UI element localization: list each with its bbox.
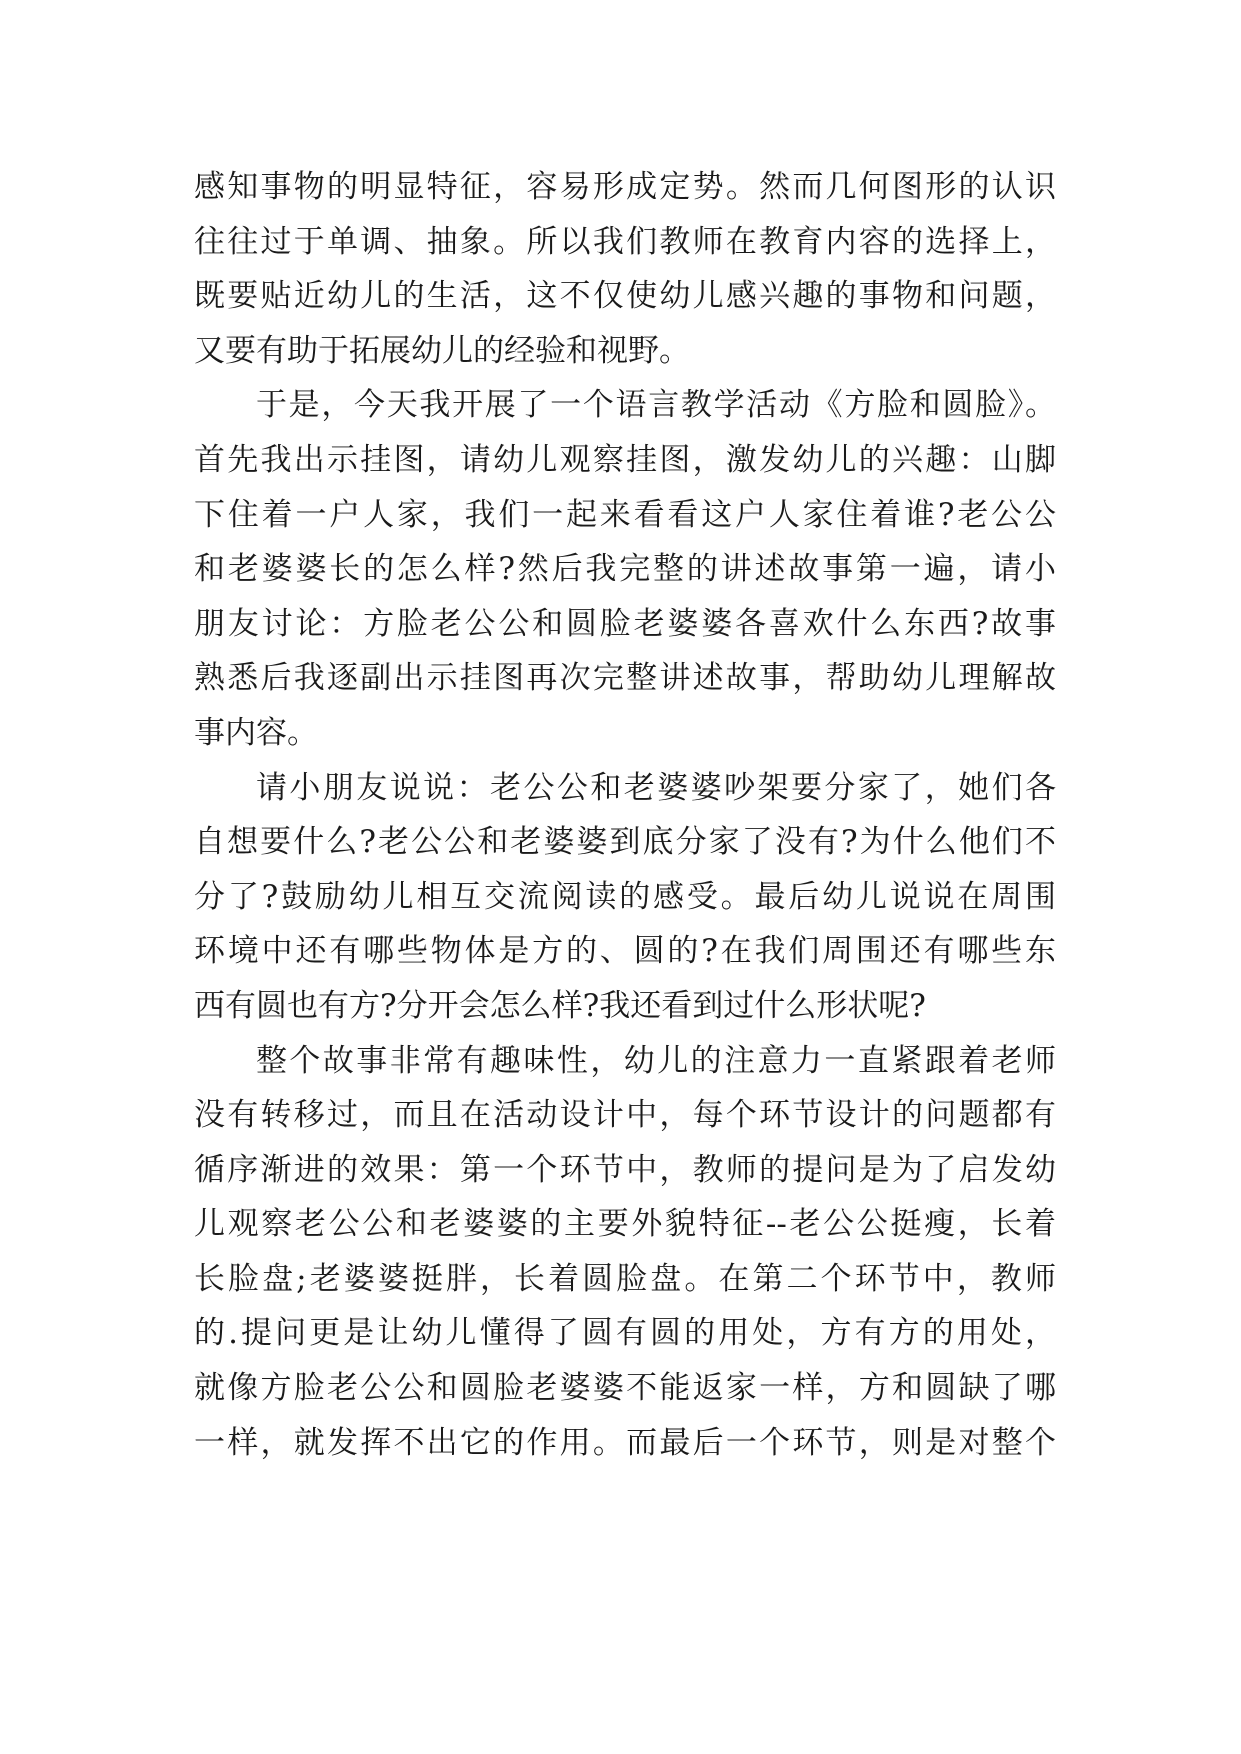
text-line: 一样，就发挥不出它的作用。而最后一个环节，则是对整个 <box>194 1424 1056 1461</box>
paragraph-2 <box>194 378 1056 760</box>
paragraph-1 <box>194 160 1056 378</box>
text-line: 就像方脸老公公和圆脸老婆婆不能返家一样，方和圆缺了哪 <box>194 1370 1056 1407</box>
text-line: 下住着一户人家，我们一起来看看这户人家住着谁?老公公 <box>194 496 1056 533</box>
text-line: 环境中还有哪些物体是方的、圆的?在我们周围还有哪些东 <box>194 933 1056 970</box>
text-line: 于是，今天我开展了一个语言教学活动《方脸和圆脸》。 <box>256 387 1056 424</box>
text-line: 请小朋友说说：老公公和老婆婆吵架要分家了，她们各 <box>256 769 1056 806</box>
text-line: 既要贴近幼儿的生活，这不仅使幼儿感兴趣的事物和问题， <box>194 278 1056 315</box>
text-line: 熟悉后我逐副出示挂图再次完整讲述故事，帮助幼儿理解故 <box>194 660 1056 697</box>
text-line: 西有圆也有方?分开会怎么样?我还看到过什么形状呢? <box>194 987 926 1024</box>
paragraph-4 <box>194 1034 1056 1471</box>
text-line: 的.提问更是让幼儿懂得了圆有圆的用处，方有方的用处， <box>194 1315 1056 1352</box>
text-line: 事内容。 <box>194 714 318 751</box>
text-line: 往往过于单调、抽象。所以我们教师在教育内容的选择上， <box>194 223 1056 260</box>
text-line: 循序渐进的效果：第一个环节中，教师的提问是为了启发幼 <box>194 1151 1056 1188</box>
paragraph-3 <box>194 761 1056 1034</box>
text-line: 首先我出示挂图，请幼儿观察挂图，激发幼儿的兴趣：山脚 <box>194 441 1056 478</box>
text-line: 朋友讨论：方脸老公公和圆脸老婆婆各喜欢什么东西?故事 <box>194 605 1056 642</box>
text-line: 没有转移过，而且在活动设计中，每个环节设计的问题都有 <box>194 1097 1056 1134</box>
text-line: 长脸盘;老婆婆挺胖，长着圆脸盘。在第二个环节中，教师 <box>194 1260 1056 1297</box>
text-line: 整个故事非常有趣味性，幼儿的注意力一直紧跟着老师 <box>256 1042 1056 1079</box>
text-line: 感知事物的明显特征，容易形成定势。然而几何图形的认识 <box>194 169 1056 205</box>
body-text <box>194 160 1056 1470</box>
text-line: 自想要什么?老公公和老婆婆到底分家了没有?为什么他们不 <box>194 824 1056 861</box>
text-line: 和老婆婆长的怎么样?然后我完整的讲述故事第一遍，请小 <box>194 551 1056 588</box>
text-line: 又要有助于拓展幼儿的经验和视野。 <box>194 332 690 369</box>
text-line: 分了?鼓励幼儿相互交流阅读的感受。最后幼儿说说在周围 <box>194 878 1056 915</box>
text-line: 儿观察老公公和老婆婆的主要外貌特征--老公公挺瘦，长着 <box>194 1206 1056 1243</box>
